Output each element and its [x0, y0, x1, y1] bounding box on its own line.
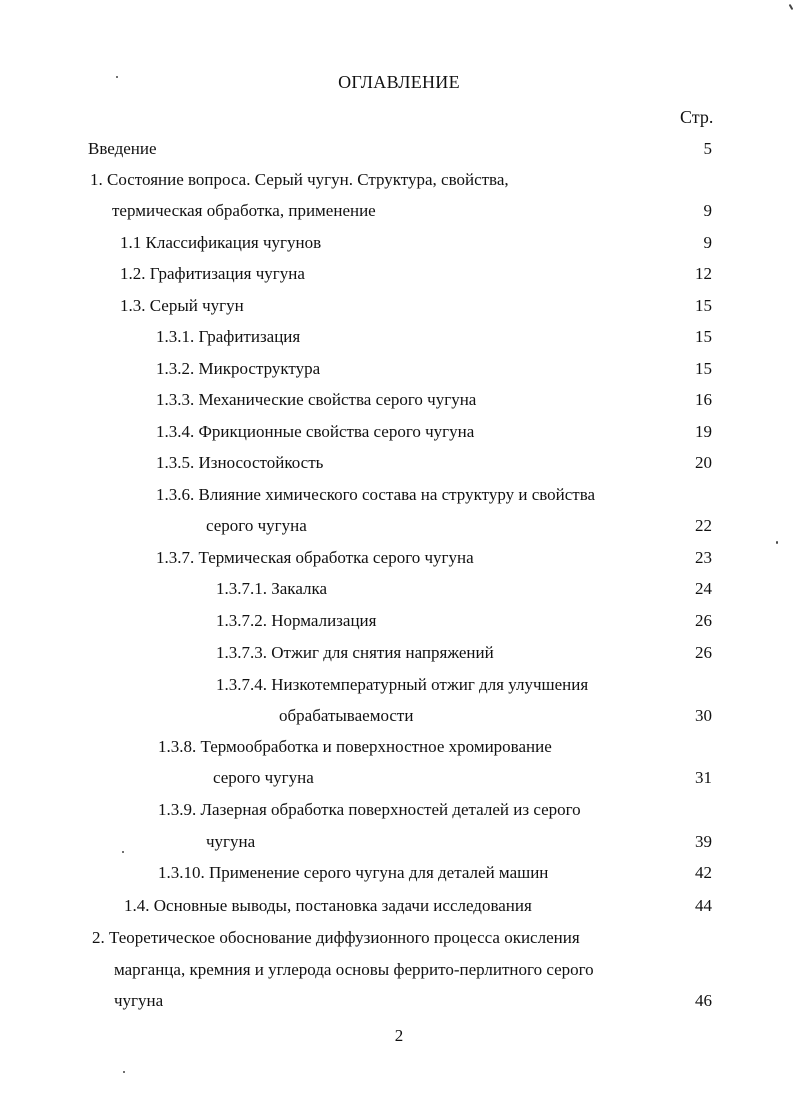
toc-entry-text: 1.3.6. Влияние химического состава на структуру и свойства: [156, 485, 596, 504]
toc-entry-page: 16: [695, 390, 712, 409]
toc-entry-page: 44: [695, 896, 712, 915]
toc-entry-page: 39: [695, 832, 712, 851]
toc-entry-page: 31: [695, 768, 712, 787]
toc-entry-page: 23: [695, 548, 712, 567]
toc-entry-text: 1. Состояние вопроса. Серый чугун. Структура, свойства,: [90, 170, 509, 189]
toc-entry-text: Введение: [88, 139, 157, 158]
toc-entry-text: 1.1 Классификация чугунов: [120, 233, 322, 252]
toc-entry-text: 1.3.3. Механические свойства серого чугуна: [156, 390, 477, 409]
toc-entry-page: 26: [695, 611, 712, 630]
toc-entry-text: чугуна: [114, 991, 164, 1010]
scan-speck: [122, 851, 124, 853]
toc-entry-text: 2. Теоретическое обоснование диффузионного процесса окисления: [92, 928, 580, 947]
toc-entry-page: 20: [695, 453, 712, 472]
toc-entry-page: 46: [695, 991, 712, 1010]
toc-entry-page: 9: [703, 201, 712, 220]
toc-entry-text: 1.3.7.4. Низкотемпературный отжиг для улучшения: [216, 675, 589, 694]
toc-entry-page: 12: [695, 264, 712, 283]
toc-entry-text: серого чугуна: [206, 516, 307, 535]
toc-entry-text: 1.3.5. Износостойкость: [156, 453, 324, 472]
toc-entry-page: 5: [703, 139, 712, 158]
toc-entry-page: 30: [695, 706, 712, 725]
toc-entry-text: 1.4. Основные выводы, постановка задачи исследования: [124, 896, 532, 915]
toc-entry-text: 1.3.7.3. Отжиг для снятия напряжений: [216, 643, 494, 662]
toc-entry-page: 19: [695, 422, 712, 441]
toc-entry-text: 1.3.7.1. Закалка: [216, 579, 328, 598]
toc-entry-page: 26: [695, 643, 712, 662]
scan-speck: [123, 1071, 125, 1073]
toc-entry-page: 15: [695, 359, 712, 378]
toc-entry-page: 22: [695, 516, 712, 535]
toc-entry-text: 1.3.9. Лазерная обработка поверхностей деталей из серого: [158, 800, 581, 819]
toc-title: ОГЛАВЛЕНИЕ: [338, 72, 460, 92]
toc-entry-text: 1.3.10. Применение серого чугуна для деталей машин: [158, 863, 549, 882]
toc-entry-text: 1.3.7.2. Нормализация: [216, 611, 377, 630]
toc-entry-text: 1.2. Графитизация чугуна: [120, 264, 305, 283]
toc-entry-text: серого чугуна: [213, 768, 314, 787]
toc-entry-text: марганца, кремния и углерода основы феррито-перлитного серого: [114, 960, 594, 979]
toc-entry-text: 1.3.2. Микроструктура: [156, 359, 321, 378]
toc-entry-text: термическая обработка, применение: [112, 201, 376, 220]
toc-entry-text: 1.3. Серый чугун: [120, 296, 244, 315]
page-column-header: Стр.: [680, 107, 714, 127]
toc-entry-text: 1.3.1. Графитизация: [156, 327, 301, 346]
toc-entry-text: 1.3.4. Фрикционные свойства серого чугуна: [156, 422, 475, 441]
scan-speck: [776, 541, 778, 544]
toc-entry-page: 24: [695, 579, 712, 598]
toc-entry-text: чугуна: [206, 832, 256, 851]
toc-entry-page: 9: [703, 233, 712, 252]
toc-entry-text: обрабатываемости: [279, 706, 414, 725]
page-number: 2: [394, 1026, 404, 1045]
toc-entry-text: 1.3.8. Термообработка и поверхностное хромирование: [158, 737, 552, 756]
toc-entry-page: 15: [695, 296, 712, 315]
toc-entry-page: 15: [695, 327, 712, 346]
toc-entry-page: 42: [695, 863, 712, 882]
scan-speck: [116, 76, 118, 78]
toc-entry-text: 1.3.7. Термическая обработка серого чугуна: [156, 548, 474, 567]
